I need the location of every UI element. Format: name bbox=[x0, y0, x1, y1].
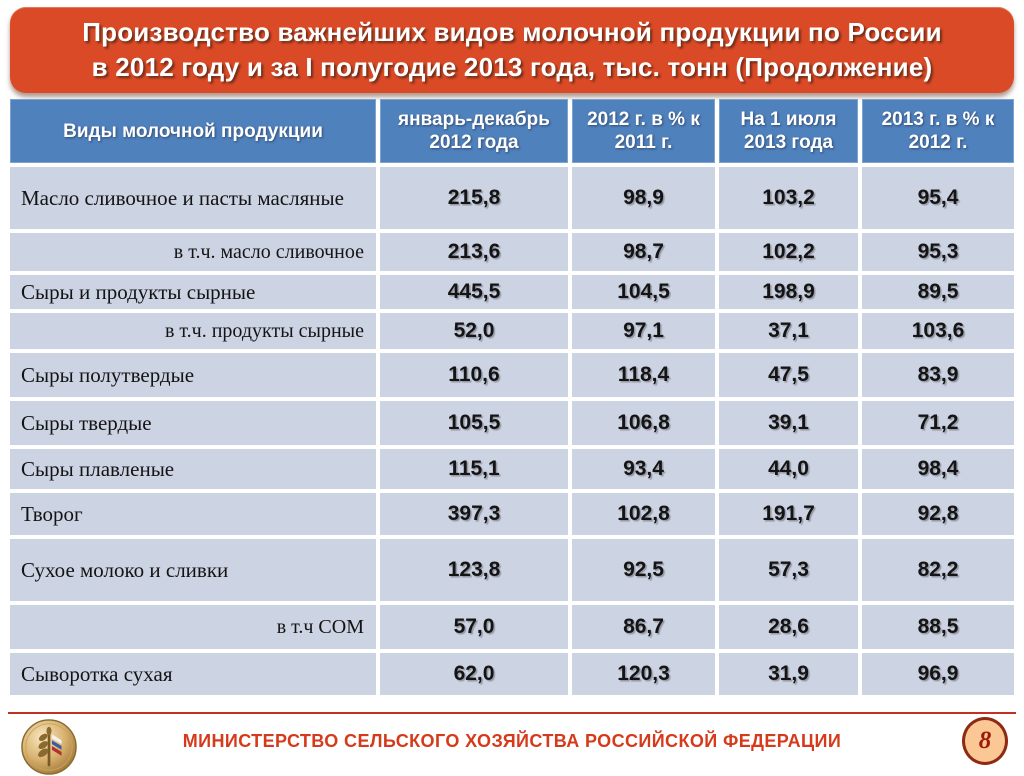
value-cell: 28,6 bbox=[719, 605, 858, 649]
table-header-row bbox=[10, 99, 1014, 163]
value-cell: 103,2 bbox=[719, 167, 858, 229]
value-cell: 120,3 bbox=[572, 653, 715, 695]
table-row bbox=[10, 493, 1014, 535]
page-number-badge bbox=[962, 717, 1008, 765]
row-label-cell: Масло сливочное и пасты масляные bbox=[10, 167, 376, 229]
value-cell: 123,8 bbox=[380, 539, 568, 601]
value-cell: 57,0 bbox=[380, 605, 568, 649]
ministry-wheat-logo-icon bbox=[20, 718, 78, 776]
value-cell: 83,9 bbox=[862, 353, 1014, 397]
dairy-production-table-wrap bbox=[6, 95, 1018, 699]
slide-title-line1: Производство важнейших видов молочной продукции по России bbox=[82, 17, 942, 47]
value-cell: 106,8 bbox=[572, 401, 715, 445]
row-label-cell: Сыры и продукты сырные bbox=[10, 275, 376, 309]
column-header: На 1 июля 2013 года bbox=[719, 99, 858, 163]
table-row bbox=[10, 167, 1014, 229]
column-header: 2012 г. в % к 2011 г. bbox=[572, 99, 715, 163]
row-label-cell: Сыры твердые bbox=[10, 401, 376, 445]
column-header: январь-декабрь 2012 года bbox=[380, 99, 568, 163]
row-label-cell: в т.ч СОМ bbox=[10, 605, 376, 649]
value-cell: 92,5 bbox=[572, 539, 715, 601]
slide-title-banner bbox=[10, 7, 1014, 93]
value-cell: 191,7 bbox=[719, 493, 858, 535]
value-cell: 105,5 bbox=[380, 401, 568, 445]
row-label-cell: Творог bbox=[10, 493, 376, 535]
table-row bbox=[10, 233, 1014, 271]
value-cell: 98,4 bbox=[862, 449, 1014, 489]
value-cell: 95,4 bbox=[862, 167, 1014, 229]
value-cell: 95,3 bbox=[862, 233, 1014, 271]
value-cell: 52,0 bbox=[380, 313, 568, 349]
value-cell: 104,5 bbox=[572, 275, 715, 309]
value-cell: 115,1 bbox=[380, 449, 568, 489]
value-cell: 31,9 bbox=[719, 653, 858, 695]
value-cell: 118,4 bbox=[572, 353, 715, 397]
ministry-title: МИНИСТЕРСТВО СЕЛЬСКОГО ХОЗЯЙСТВА РОССИЙСКОЙ ФЕДЕРАЦИИ bbox=[182, 730, 842, 751]
value-cell: 44,0 bbox=[719, 449, 858, 489]
value-cell: 97,1 bbox=[572, 313, 715, 349]
value-cell: 39,1 bbox=[719, 401, 858, 445]
page-number: 8 bbox=[978, 727, 992, 754]
value-cell: 102,8 bbox=[572, 493, 715, 535]
table-row bbox=[10, 313, 1014, 349]
value-cell: 71,2 bbox=[862, 401, 1014, 445]
value-cell: 47,5 bbox=[719, 353, 858, 397]
value-cell: 445,5 bbox=[380, 275, 568, 309]
value-cell: 98,7 bbox=[572, 233, 715, 271]
value-cell: 98,9 bbox=[572, 167, 715, 229]
footer bbox=[0, 714, 1024, 768]
dairy-production-table bbox=[6, 95, 1018, 699]
value-cell: 89,5 bbox=[862, 275, 1014, 309]
row-label-cell: Сыры полутвердые bbox=[10, 353, 376, 397]
column-header: 2013 г. в % к 2012 г. bbox=[862, 99, 1014, 163]
table-row bbox=[10, 605, 1014, 649]
table-row bbox=[10, 449, 1014, 489]
value-cell: 213,6 bbox=[380, 233, 568, 271]
slide-title-line2: в 2012 году и за I полугодие 2013 года, тыс. тонн (Продолжение) bbox=[91, 52, 933, 82]
row-label-cell: Сыворотка сухая bbox=[10, 653, 376, 695]
value-cell: 88,5 bbox=[862, 605, 1014, 649]
value-cell: 92,8 bbox=[862, 493, 1014, 535]
value-cell: 82,2 bbox=[862, 539, 1014, 601]
table-row bbox=[10, 653, 1014, 695]
value-cell: 110,6 bbox=[380, 353, 568, 397]
table-row bbox=[10, 275, 1014, 309]
value-cell: 102,2 bbox=[719, 233, 858, 271]
value-cell: 397,3 bbox=[380, 493, 568, 535]
value-cell: 62,0 bbox=[380, 653, 568, 695]
value-cell: 86,7 bbox=[572, 605, 715, 649]
value-cell: 93,4 bbox=[572, 449, 715, 489]
column-header: Виды молочной продукции bbox=[10, 99, 376, 163]
row-label-cell: в т.ч. масло сливочное bbox=[10, 233, 376, 271]
value-cell: 215,8 bbox=[380, 167, 568, 229]
row-label-cell: Сухое молоко и сливки bbox=[10, 539, 376, 601]
value-cell: 37,1 bbox=[719, 313, 858, 349]
value-cell: 103,6 bbox=[862, 313, 1014, 349]
value-cell: 57,3 bbox=[719, 539, 858, 601]
table-row bbox=[10, 353, 1014, 397]
value-cell: 198,9 bbox=[719, 275, 858, 309]
table-row bbox=[10, 539, 1014, 601]
row-label-cell: в т.ч. продукты сырные bbox=[10, 313, 376, 349]
value-cell: 96,9 bbox=[862, 653, 1014, 695]
row-label-cell: Сыры плавленые bbox=[10, 449, 376, 489]
table-row bbox=[10, 401, 1014, 445]
